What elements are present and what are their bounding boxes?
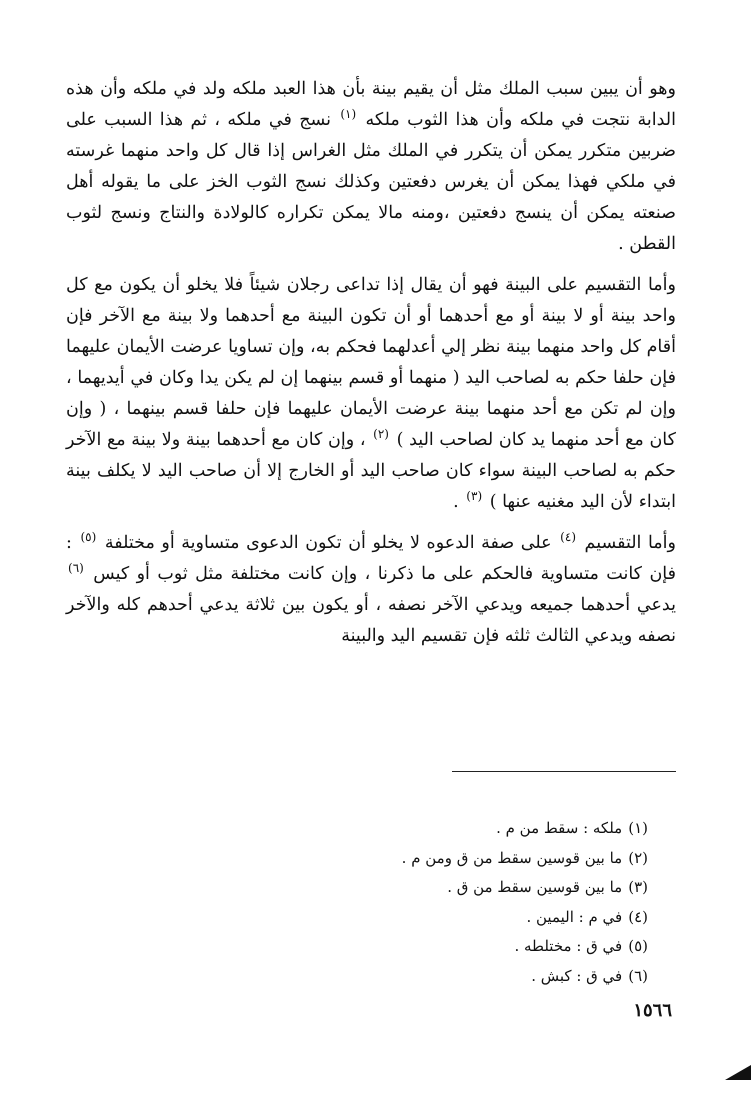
- footnote-ref: (٣): [466, 489, 483, 504]
- footnote-ref: (٤): [560, 530, 576, 545]
- footnote-ref: (٢): [373, 427, 389, 442]
- text-run: يدعي أحدهما جميعه ويدعي الآخر نصفه ، أو يكون بين ثلاثة يدعي أحدهم كله والآخر نصفه ويدعي الثالث ثلثه فإن تقسيم اليد والبينة: [66, 595, 676, 646]
- footnote-5: (٥)في ق : مختلطه .: [514, 937, 648, 955]
- page-corner-mark: [725, 1065, 751, 1080]
- paragraph-2: [66, 270, 676, 518]
- footnote-2: (٢)ما بين قوسين سقط من ق ومن م .: [401, 848, 648, 867]
- footnotes: [200, 814, 648, 991]
- footnote-ref: (٥): [80, 530, 97, 545]
- text-run: .: [453, 492, 465, 512]
- text-run: نسج في ملكه ، ثم هذا السبب على ضربين متكرر يمكن أن يتكرر في الملك مثل الغراس إذا قال كل واحد منهما غرسته في ملكي فهذا يمكن أن يغرس دفعتين وكذلك نسج الثوب الخز على ما يقوله أهل صنعته يمكن أن ينسج دفعتين ،ومنه مالا يمكن تكراره كالولادة والنتاج ونسج لثوب القطن .: [66, 110, 676, 254]
- page-number: ١٥٦٦: [633, 1000, 672, 1021]
- paragraph-1: [66, 74, 676, 260]
- text-run: وأما التقسيم: [578, 533, 676, 553]
- text-run: وأما التقسيم على البينة فهو أن يقال إذا تداعى رجلان شيئاً فلا يخلو أن يكون مع كل واحد بينة أو لا بينة أو مع أحدهما أو أن تكون البينة مع أحدهما ولا بينة مع الآخر فإن أقام كل واحد منهما بينة نظر إلي أعدلهما فحكم به، وإن تساويا عرضت الأيمان عليهما فإن حلفا حكم به لصاحب اليد ( منهما أو قسم بينهما إن لم يكن يدا وكان في أيديهما ، وإن لم تكن مع أحد منهما بينة عرضت الأيمان عليهما فإن حلفا قسم بينهما ، ( وإن كان مع أحد منهما يد كان لصاحب اليد ): [66, 275, 676, 450]
- footnote-4: (٤)في م : اليمين .: [526, 907, 648, 926]
- footnote-1: (١)ملكه : سقط من م .: [496, 819, 648, 837]
- main-text: [66, 74, 676, 662]
- paragraph-3: [66, 528, 676, 652]
- footnote-divider: [452, 771, 676, 772]
- footnote-6: (٦)في ق : كبش .: [531, 966, 648, 985]
- footnote-3: (٣)ما بين قوسين سقط من ق .: [447, 878, 648, 896]
- footnote-ref: (٦): [68, 561, 84, 576]
- text-run: ، وإن كان مع أحدهما بينة ولا بينة مع الآخر حكم به لصاحب البينة سواء كان صاحب اليد أو الخارج إلا أن صاحب اليد لا يكلف بينة ابتداء لأن اليد مغنيه عنها ): [66, 430, 676, 512]
- text-run: على صفة الدعوه لا يخلو أن تكون الدعوى متساوية أو مختلفة: [98, 533, 559, 553]
- footnote-ref: (١): [340, 107, 357, 122]
- text-run: وهو أن يبين سبب الملك مثل أن يقيم بينة بأن هذا العبد ملكه ولد في ملكه وأن هذه الدابة نتجت في ملكه وأن هذا الثوب ملكه: [66, 79, 676, 130]
- text-run: : فإن كانت متساوية فالحكم على ما ذكرنا ، وإن كانت مختلفة مثل ثوب أو كيس: [66, 533, 676, 584]
